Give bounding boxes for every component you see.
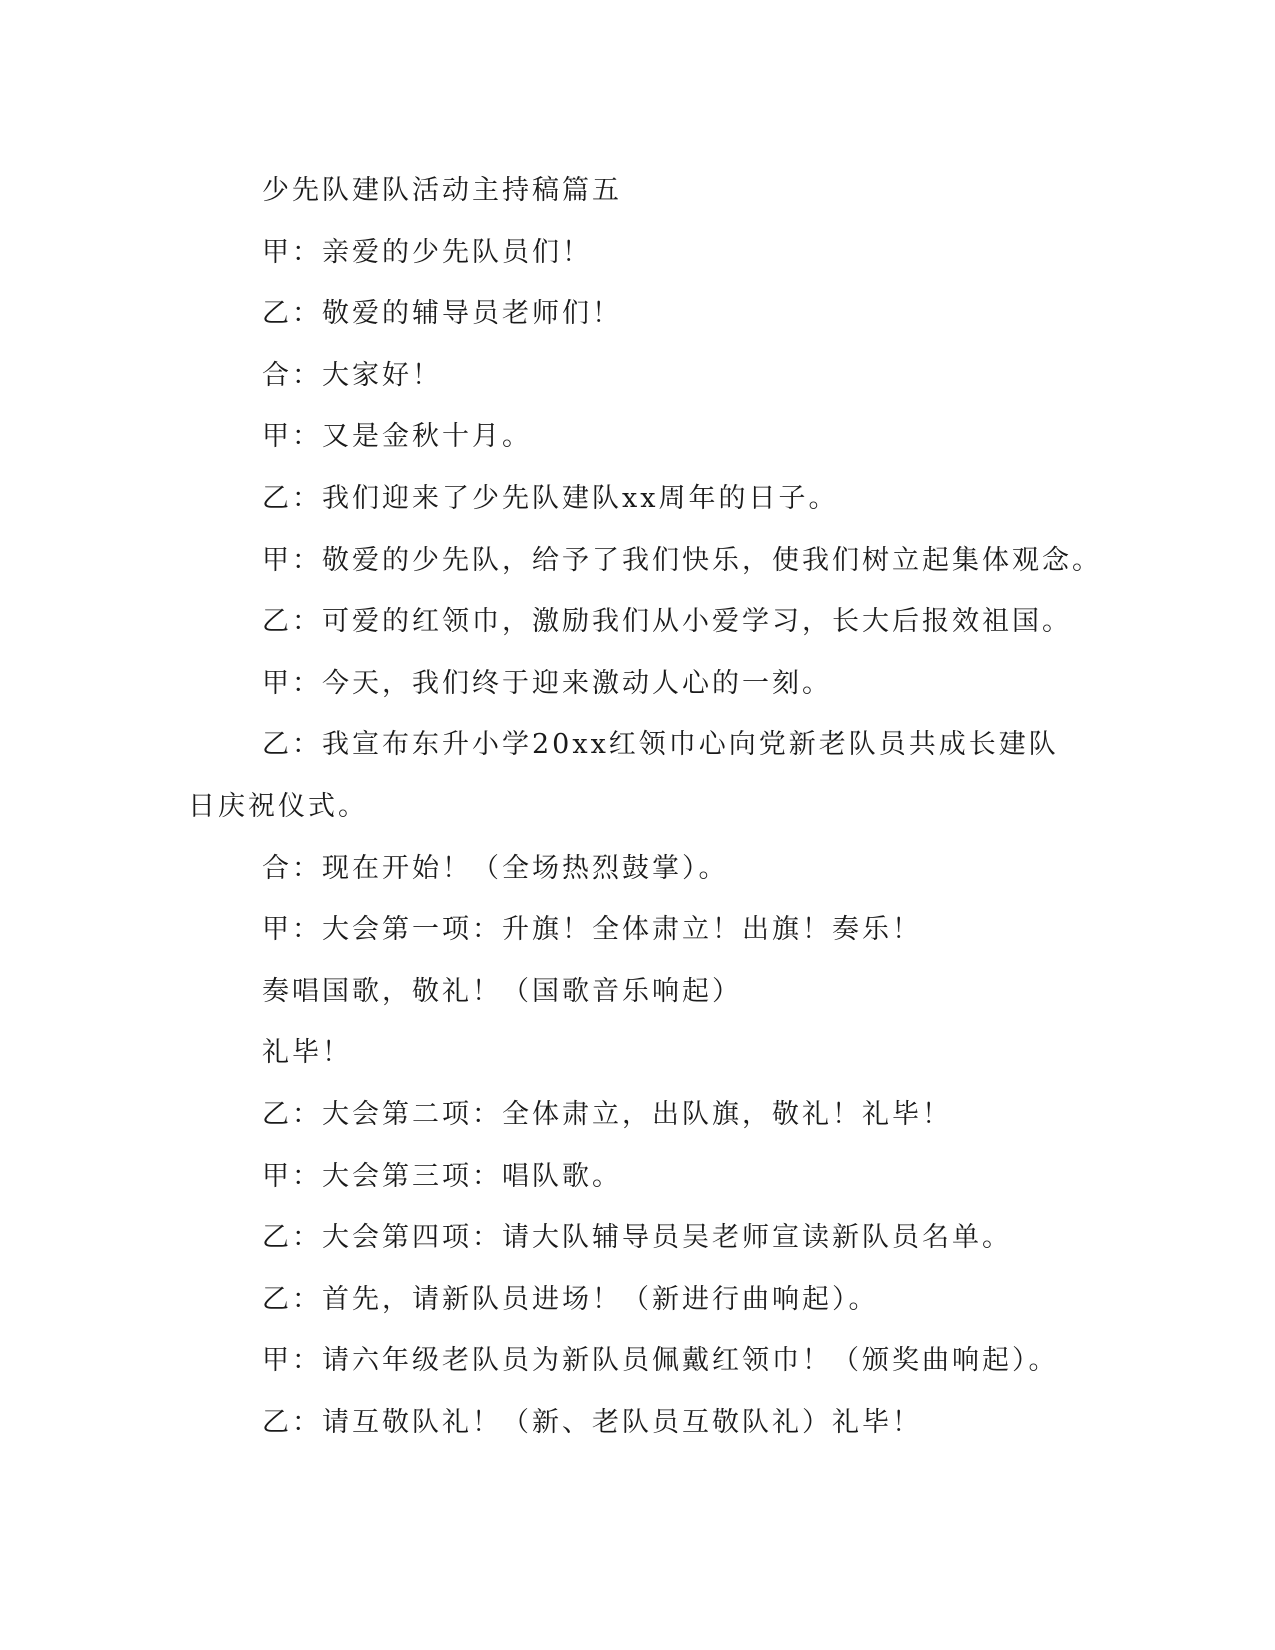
script-line: 甲：今天，我们终于迎来激动人心的一刻。: [262, 667, 832, 699]
script-line-he-greeting: 合：大家好！: [262, 359, 442, 391]
script-line-item-1: 甲：大会第一项：升旗！全体肃立！出旗！奏乐！: [262, 914, 922, 946]
script-line: 甲：请六年级老队员为新队员佩戴红领巾！（颁奖曲响起）。: [262, 1345, 1059, 1377]
document-title: 少先队建队活动主持稿篇五: [262, 175, 622, 206]
script-line-announcement: 乙：我宣布东升小学20xx红领巾心向党新老队员共成长建队日庆祝仪式。: [188, 729, 1059, 822]
script-line: 礼毕！: [262, 1037, 352, 1069]
script-line-item-2: 乙：大会第二项：全体肃立，出队旗，敬礼！礼毕！: [262, 1098, 952, 1130]
script-line: 乙：请互敬队礼！（新、老队员互敬队礼）礼毕！: [262, 1406, 922, 1438]
script-line: 合：现在开始！（全场热烈鼓掌）。: [262, 852, 729, 884]
script-line: 乙：我们迎来了少先队建队xx周年的日子。: [262, 482, 839, 514]
script-line: 乙：首先，请新队员进场！（新进行曲响起）。: [262, 1283, 879, 1315]
script-line: 甲：敬爱的少先队，给予了我们快乐，使我们树立起集体观念。: [262, 544, 1102, 576]
script-line-item-3: 甲：大会第三项：唱队歌。: [262, 1160, 622, 1192]
script-line-yi-greeting: 乙：敬爱的辅导员老师们！: [262, 298, 622, 330]
script-line: 奏唱国歌，敬礼！（国歌音乐响起）: [262, 975, 742, 1007]
script-line: 乙：可爱的红领巾，激励我们从小爱学习，长大后报效祖国。: [262, 606, 1072, 638]
script-line-item-4: 乙：大会第四项：请大队辅导员吴老师宣读新队员名单。: [262, 1222, 1012, 1254]
script-line: 甲：又是金秋十月。: [262, 421, 532, 453]
script-line-jia-greeting: 甲：亲爱的少先队员们！: [262, 236, 592, 268]
document-body: [188, 160, 1102, 1453]
